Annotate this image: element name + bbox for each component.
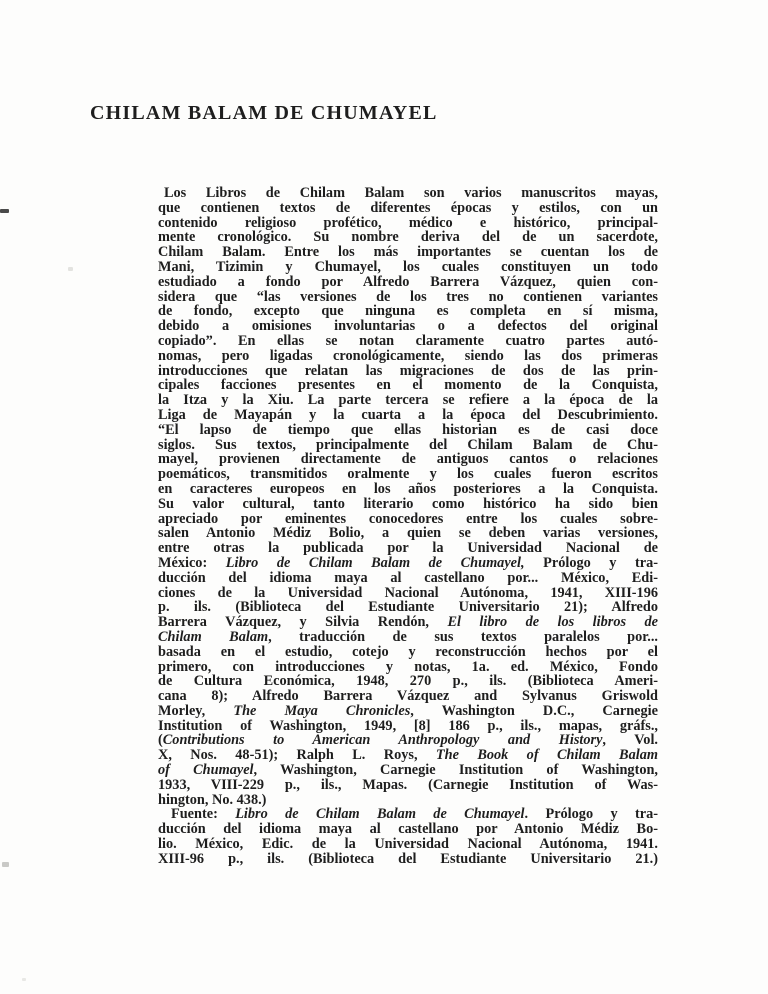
text-run: basada en el estudio, cotejo y reconstrucción hechos por el	[158, 643, 658, 660]
scan-artifact	[22, 978, 26, 981]
text-run: lio. México, Edic. de la Universidad Nacional Autónoma, 1941.	[158, 836, 658, 853]
text-run: en caracteres europeos en los años posteriores a la Conquista.	[158, 480, 658, 497]
text-run: de Cultura Económica, 1948, 270 p., ils. (Biblioteca Ameri-	[158, 673, 658, 690]
text-run: poemáticos, transmitidos oralmente y los cuales fueron escritos	[158, 466, 658, 483]
text-run: contenido religioso profético, médico e histórico, principal-	[158, 214, 658, 231]
text-line	[158, 334, 658, 349]
text-run: salen Antonio Médiz Bolio, a quien se deben varias versiones,	[158, 525, 658, 542]
text-line	[158, 571, 658, 586]
text-run: cana 8); Alfredo Barrera Vázquez and Sylvanus Griswold	[158, 688, 658, 705]
text-line	[158, 837, 658, 852]
text-run: , Washington D.C., Carnegie	[410, 702, 658, 719]
text-line	[158, 438, 658, 453]
text-line	[158, 541, 658, 556]
text-line	[158, 704, 658, 719]
text-line	[158, 822, 658, 837]
text-line	[158, 512, 658, 527]
text-line	[158, 615, 658, 630]
italic-title-run: The Book of Chilam Balam	[435, 747, 658, 764]
text-line	[158, 556, 658, 571]
italic-title-run: of Chumayel	[158, 762, 254, 779]
text-line	[158, 630, 658, 645]
text-run: Barrera Vázquez, y Silvia Rendón,	[158, 614, 448, 631]
text-run: Morley,	[158, 702, 234, 719]
text-run: hington, No. 438.)	[158, 791, 267, 808]
text-line	[158, 763, 658, 778]
text-line	[158, 349, 658, 364]
italic-title-run: Libro de Chilam Balam de Chumayel,	[225, 554, 525, 571]
text-line	[158, 393, 658, 408]
text-line	[158, 186, 658, 201]
text-line	[158, 674, 658, 689]
text-run: que contienen textos de diferentes épocas y estilos, con un	[158, 199, 658, 216]
text-line	[158, 275, 658, 290]
text-run: ducción del idioma maya al castellano por Antonio Médiz Bo-	[158, 821, 658, 838]
text-line	[158, 586, 658, 601]
text-run: p. ils. (Biblioteca del Estudiante Universitario 21); Alfredo	[158, 599, 658, 616]
page-title: CHILAM BALAM DE CHUMAYEL	[90, 102, 438, 124]
italic-title-run: El libro de los libros de	[447, 614, 658, 631]
text-run: Institution of Washington, 1949, [8] 186 p., ils., mapas, gráfs.,	[158, 717, 658, 734]
text-line	[158, 778, 658, 793]
text-line	[158, 290, 658, 305]
text-line	[158, 408, 658, 423]
text-run: nomas, pero ligadas cronológicamente, siendo las dos primeras	[158, 347, 658, 364]
text-line	[158, 689, 658, 704]
text-run: , Vol.	[602, 732, 659, 749]
text-line	[158, 304, 658, 319]
text-line	[158, 245, 658, 260]
text-run: introducciones que relatan las migraciones de dos de las prin-	[158, 362, 658, 379]
italic-title-run: The Maya Chronicles	[233, 702, 411, 719]
text-run: la Itza y la Xiu. La parte tercera se refiere a la época de la	[158, 392, 658, 409]
text-run: cipales facciones presentes en el momento de la Conquista,	[158, 377, 658, 394]
text-line	[158, 423, 658, 438]
text-run: X, Nos. 48-51); Ralph L. Roys,	[158, 747, 436, 764]
text-run: copiado”. En ellas se notan claramente cuatro partes autó-	[158, 332, 658, 349]
text-run: , Washington, Carnegie Institution of Washington,	[253, 762, 658, 779]
text-run: primero, con introducciones y notas, 1a. ed. México, Fondo	[158, 658, 658, 675]
text-line	[158, 733, 658, 748]
text-run: ducción del idioma maya al castellano por... México, Edi-	[158, 569, 658, 586]
text-run: “El lapso de tiempo que ellas historian es de casi doce	[158, 421, 658, 438]
text-line	[158, 230, 658, 245]
text-run: siglos. Sus textos, principalmente del Chilam Balam de Chu-	[158, 436, 658, 453]
text-run: apreciado por eminentes conocedores entre los cuales sobre-	[158, 510, 658, 527]
scan-artifact	[0, 209, 9, 213]
text-line	[158, 452, 658, 467]
text-run: mente cronológico. Su nombre deriva del de un sacerdote,	[158, 229, 658, 246]
text-run: Los Libros de Chilam Balam son varios manuscritos mayas,	[164, 185, 658, 201]
text-run: sidera que “las versiones de los tres no contienen variantes	[158, 288, 658, 305]
text-run: de fondo, excepto que ninguna es completa en sí misma,	[158, 303, 658, 320]
body-text	[158, 186, 658, 867]
text-run: ciones de la Universidad Nacional Autónoma, 1941, XIII-196	[158, 584, 658, 601]
text-run: . Prólogo y tra-	[524, 806, 658, 823]
text-line	[158, 216, 658, 231]
text-line	[158, 807, 658, 822]
text-line	[158, 260, 658, 275]
text-line	[158, 660, 658, 675]
text-line	[158, 482, 658, 497]
text-run: XIII-96 p., ils. (Biblioteca del Estudiante Universitario 21.)	[158, 850, 658, 867]
text-run: Prólogo y tra-	[524, 554, 658, 571]
text-line	[158, 719, 658, 734]
text-run: Chilam Balam. Entre los más importantes se cuentan los de	[158, 244, 658, 261]
text-run: 1933, VIII-229 p., ils., Mapas. (Carnegie Institution of Was-	[158, 776, 658, 793]
text-run: Fuente:	[171, 806, 236, 823]
text-line	[158, 319, 658, 334]
italic-title-run: Chilam Balam	[158, 628, 269, 645]
text-line	[158, 526, 658, 541]
text-line	[158, 852, 658, 867]
scan-artifact	[68, 267, 73, 271]
text-line	[158, 497, 658, 512]
italic-title-run: Libro de Chilam Balam de Chumayel	[235, 806, 525, 823]
text-line	[158, 645, 658, 660]
italic-title-run: Contributions to American Anthropology and History	[162, 732, 603, 749]
text-run: México:	[158, 554, 226, 571]
text-line	[158, 378, 658, 393]
text-run: Liga de Mayapán y la cuarta a la época del Descubrimiento.	[158, 406, 658, 423]
text-run: , traducción de sus textos paralelos por...	[268, 628, 659, 645]
text-run: debido a omisiones involuntarias o a defectos del original	[158, 318, 658, 335]
text-line	[158, 467, 658, 482]
text-line	[158, 748, 658, 763]
text-line	[158, 364, 658, 379]
text-run: (	[158, 732, 163, 749]
text-line	[158, 793, 658, 808]
text-run: mayel, provienen directamente de antiguos cantos o relaciones	[158, 451, 658, 468]
text-run: estudiado a fondo por Alfredo Barrera Vázquez, quien con-	[158, 273, 658, 290]
text-run: Mani, Tizimin y Chumayel, los cuales constituyen un todo	[158, 258, 658, 275]
text-line	[158, 600, 658, 615]
text-run: entre otras la publicada por la Universidad Nacional de	[158, 540, 658, 557]
text-line	[158, 201, 658, 216]
text-run: Su valor cultural, tanto literario como histórico ha sido bien	[158, 495, 658, 512]
scan-artifact	[2, 862, 9, 867]
